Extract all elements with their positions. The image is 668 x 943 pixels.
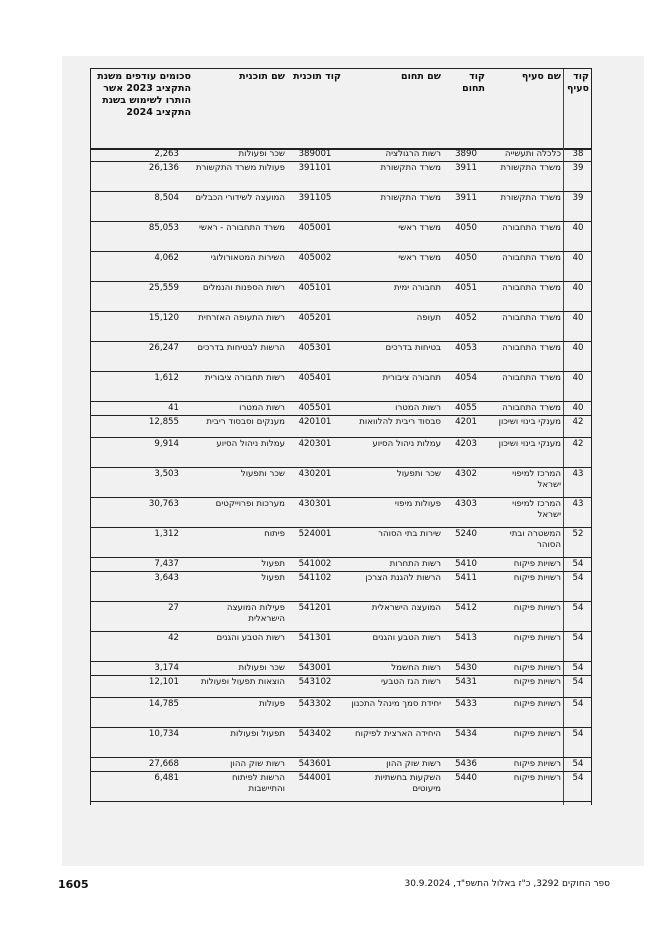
- cell-program-code: 541102: [298, 573, 332, 583]
- table-row: [91, 162, 591, 192]
- cell-program-name: פעולות משרד התקשורת: [195, 163, 285, 173]
- cell-program-name: רשות שוק ההון: [230, 759, 285, 769]
- cell-program-name: פעילות המועצה הישראלית: [226, 603, 285, 624]
- cell-domain-code: 5433: [455, 699, 477, 709]
- header-surplus-amount: סכומים עודפים משנת התקציב 2023 אשר הותרו לשימוש בשנת התקציב 2024: [97, 71, 191, 118]
- cell-program-name: הרשות לבטיחות בדרכים: [197, 343, 285, 353]
- cell-program-name: שכר ופעולות: [238, 149, 285, 159]
- table-row: [91, 772, 591, 802]
- cell-program-name: הרשות לפיתוח והתיישבות: [231, 773, 285, 794]
- page-footer: [0, 878, 668, 898]
- cell-domain-name: יחידת סמך מינהל התכנון: [351, 699, 441, 709]
- cell-program-code: 391105: [298, 193, 332, 203]
- cell-section-name: משרד התחבורה: [502, 373, 561, 383]
- cell-surplus-amount: 14,785: [148, 699, 179, 709]
- cell-program-code: 405101: [298, 283, 332, 293]
- cell-section-code: 54: [572, 773, 584, 783]
- table-row: [91, 558, 591, 572]
- cell-section-code: 42: [572, 417, 584, 427]
- cell-domain-name: המועצה הישראלית: [371, 603, 441, 613]
- cell-domain-name: שירות בתי הסוהר: [378, 529, 441, 539]
- cell-section-code: 40: [572, 313, 584, 323]
- cell-domain-code: 4054: [455, 373, 477, 383]
- cell-domain-code: 5434: [455, 729, 477, 739]
- cell-program-name: מענקים וסבסוד ריבית: [206, 417, 285, 427]
- cell-domain-code: 4050: [455, 253, 477, 263]
- header-section-name: שם סעיף: [521, 71, 561, 82]
- table-row: [91, 676, 591, 698]
- cell-domain-code: 5410: [455, 559, 477, 569]
- cell-domain-code: 5413: [455, 633, 477, 643]
- cell-program-code: 405002: [298, 253, 332, 263]
- cell-section-code: 54: [572, 573, 584, 583]
- cell-domain-code: 4051: [455, 283, 477, 293]
- table-row: [91, 632, 591, 662]
- cell-surplus-amount: 8,504: [154, 193, 179, 203]
- cell-surplus-amount: 3,643: [154, 573, 179, 583]
- publication-line: ספר החוקים 3292, כ"ז באלול התשפ"ד, 30.9.2024: [404, 879, 610, 889]
- cell-section-code: 54: [572, 759, 584, 769]
- cell-section-name: משרד התחבורה: [502, 223, 561, 233]
- table-row: [91, 758, 591, 772]
- cell-domain-name: היחידה הארצית לפיקוח: [355, 729, 441, 739]
- cell-section-name: המרכז למיפוי ישראל: [512, 499, 561, 520]
- cell-section-name: רשויות פיקוח: [513, 699, 561, 709]
- cell-domain-name: משרד התקשורת: [380, 193, 441, 203]
- cell-program-name: מערכות ופרוייקטים: [215, 499, 285, 509]
- cell-program-code: 543302: [298, 699, 332, 709]
- cell-section-code: 42: [572, 439, 584, 449]
- cell-program-name: שכר ופעולות: [238, 663, 285, 673]
- cell-section-code: 54: [572, 559, 584, 569]
- cell-program-code: 541201: [298, 603, 332, 613]
- cell-section-name: משרד התחבורה: [502, 253, 561, 263]
- cell-section-code: 54: [572, 663, 584, 673]
- cell-program-code: 405401: [298, 373, 332, 383]
- table-row: [91, 438, 591, 468]
- cell-program-name: הוצאות תפעול ופעולות: [200, 677, 285, 687]
- cell-domain-name: משרד התקשורת: [380, 163, 441, 173]
- cell-program-name: רשות המטרו: [239, 403, 285, 413]
- cell-program-code: 524001: [298, 529, 332, 539]
- table-row: [91, 342, 591, 372]
- cell-domain-name: פעולות מיפוי: [394, 499, 441, 509]
- header-program-name: שם תוכנית: [239, 71, 285, 82]
- cell-domain-name: תחבורה ציבורית: [382, 373, 441, 383]
- cell-section-code: 40: [572, 373, 584, 383]
- budget-table: [90, 68, 592, 805]
- cell-section-name: משרד התחבורה: [502, 403, 561, 413]
- table-row: [91, 728, 591, 758]
- header-domain-code: קוד תחום: [462, 71, 485, 94]
- cell-surplus-amount: 1,312: [154, 529, 179, 539]
- cell-program-name: רשות הטבע והגנים: [216, 633, 285, 643]
- cell-domain-name: תעופה: [416, 313, 441, 323]
- cell-domain-name: עמלות ניהול הסיוע: [372, 439, 441, 449]
- cell-domain-code: 4050: [455, 223, 477, 233]
- cell-section-name: המרכז למיפוי ישראל: [512, 469, 561, 490]
- cell-surplus-amount: 30,763: [148, 499, 179, 509]
- cell-section-code: 40: [572, 223, 584, 233]
- table-row: [91, 402, 591, 416]
- cell-section-code: 54: [572, 633, 584, 643]
- cell-section-name: רשויות פיקוח: [513, 573, 561, 583]
- cell-domain-code: 5440: [455, 773, 477, 783]
- cell-section-name: רשויות פיקוח: [513, 559, 561, 569]
- cell-domain-name: רשות הרגולציה: [385, 149, 441, 159]
- cell-surplus-amount: 85,053: [148, 223, 179, 233]
- cell-domain-name: תחבורה ימית: [393, 283, 441, 293]
- cell-section-name: רשויות פיקוח: [513, 729, 561, 739]
- cell-section-name: מענקי בינוי ושיכון: [498, 439, 561, 449]
- cell-section-name: המשטרה ובתי הסוהר: [509, 529, 561, 550]
- cell-program-name: שכר ותפעול: [240, 469, 285, 479]
- cell-surplus-amount: 12,101: [148, 677, 179, 687]
- cell-domain-name: רשות המטרו: [395, 403, 441, 413]
- cell-domain-code: 4052: [455, 313, 477, 323]
- header-domain-name: שם תחום: [400, 71, 441, 82]
- cell-surplus-amount: 12,855: [148, 417, 179, 427]
- cell-program-name: פעולות: [259, 699, 285, 709]
- cell-domain-code: 5436: [455, 759, 477, 769]
- cell-surplus-amount: 4,062: [154, 253, 179, 263]
- table-row: [91, 282, 591, 312]
- cell-domain-code: 3911: [455, 193, 477, 203]
- cell-domain-code: 4053: [455, 343, 477, 353]
- cell-program-name: עמלות ניהול הסיוע: [216, 439, 285, 449]
- page-number: 1605: [58, 878, 89, 891]
- cell-section-name: משרד התחבורה: [502, 343, 561, 353]
- cell-domain-name: שכר ותפעול: [396, 469, 441, 479]
- cell-program-name: פיתוח: [264, 529, 285, 539]
- cell-domain-name: הרשות להגנת הצרכן: [365, 573, 441, 583]
- cell-program-name: תפעול ופעולות: [230, 729, 285, 739]
- cell-program-name: תפעול: [261, 559, 285, 569]
- cell-section-code: 40: [572, 253, 584, 263]
- cell-surplus-amount: 1,612: [154, 373, 179, 383]
- cell-section-name: כלכלה ותעשייה: [504, 149, 561, 159]
- header-program-code: קוד תוכנית: [293, 71, 341, 82]
- cell-surplus-amount: 3,503: [154, 469, 179, 479]
- table-row: [91, 148, 591, 162]
- cell-domain-code: 4302: [455, 469, 477, 479]
- cell-program-code: 543402: [298, 729, 332, 739]
- cell-surplus-amount: 27: [168, 603, 179, 613]
- header-section-code: קוד סעיף: [567, 71, 589, 94]
- cell-domain-name: בטיחות בדרכים: [385, 343, 441, 353]
- table-row: [91, 252, 591, 282]
- table-row: [91, 698, 591, 728]
- cell-program-code: 541002: [298, 559, 332, 569]
- cell-domain-name: משרד ראשי: [398, 253, 441, 263]
- cell-domain-name: רשות החשמל: [391, 663, 441, 673]
- cell-program-code: 405001: [298, 223, 332, 233]
- cell-surplus-amount: 7,437: [154, 559, 179, 569]
- cell-surplus-amount: 26,247: [148, 343, 179, 353]
- cell-section-code: 39: [572, 163, 584, 173]
- cell-program-code: 430301: [298, 499, 332, 509]
- table-row: [91, 528, 591, 558]
- cell-domain-code: 5240: [455, 529, 477, 539]
- cell-program-code: 430201: [298, 469, 332, 479]
- cell-program-code: 541301: [298, 633, 332, 643]
- cell-surplus-amount: 25,559: [148, 283, 179, 293]
- cell-section-code: 54: [572, 729, 584, 739]
- cell-domain-code: 4303: [455, 499, 477, 509]
- cell-section-name: רשויות פיקוח: [513, 773, 561, 783]
- cell-domain-name: סבסוד ריבית להלוואות: [359, 417, 441, 427]
- cell-surplus-amount: 2,263: [154, 149, 179, 159]
- cell-program-code: 389001: [298, 149, 332, 159]
- cell-section-name: רשויות פיקוח: [513, 663, 561, 673]
- cell-section-name: מענקי בינוי ושיכון: [498, 417, 561, 427]
- cell-program-code: 543601: [298, 759, 332, 769]
- cell-program-code: 391101: [298, 163, 332, 173]
- cell-section-name: משרד התחבורה: [502, 283, 561, 293]
- cell-domain-code: 3890: [455, 149, 477, 159]
- cell-program-name: משרד התחבורה - ראשי: [198, 223, 285, 233]
- cell-program-name: רשות תחבורה ציבורית: [204, 373, 285, 383]
- cell-surplus-amount: 10,734: [148, 729, 179, 739]
- cell-domain-name: רשות התחרות: [389, 559, 441, 569]
- cell-section-name: משרד התחבורה: [502, 313, 561, 323]
- cell-section-code: 38: [572, 149, 584, 159]
- cell-section-name: רשויות פיקוח: [513, 759, 561, 769]
- table-row: [91, 662, 591, 676]
- table-row: [91, 602, 591, 632]
- cell-section-code: 40: [572, 403, 584, 413]
- cell-section-name: רשויות פיקוח: [513, 633, 561, 643]
- cell-program-name: השירות המטאורולוגי: [210, 253, 285, 263]
- table-header: [91, 69, 591, 150]
- cell-domain-name: השקעות בחשתיות מיעוטים: [374, 773, 441, 794]
- cell-domain-name: משרד ראשי: [398, 223, 441, 233]
- cell-program-name: רשות הספנות והנמלים: [202, 283, 285, 293]
- table-row: [91, 312, 591, 342]
- cell-section-name: רשויות פיקוח: [513, 603, 561, 613]
- table-row: [91, 222, 591, 252]
- cell-program-name: המועצה לשידורי הכבלים: [195, 193, 285, 203]
- cell-program-name: רשות התעופה האזרחית: [198, 313, 285, 323]
- cell-program-code: 405201: [298, 313, 332, 323]
- table-row: [91, 416, 591, 438]
- cell-domain-code: 4201: [455, 417, 477, 427]
- cell-domain-code: 5411: [455, 573, 477, 583]
- table-row: [91, 572, 591, 602]
- cell-surplus-amount: 42: [168, 633, 179, 643]
- cell-domain-name: רשות הטבע והגנים: [372, 633, 441, 643]
- table-row: [91, 372, 591, 402]
- cell-domain-name: רשות שוק ההון: [386, 759, 441, 769]
- cell-program-code: 543102: [298, 677, 332, 687]
- cell-domain-code: 3911: [455, 163, 477, 173]
- cell-domain-code: 5430: [455, 663, 477, 673]
- cell-surplus-amount: 3,174: [154, 663, 179, 673]
- table-row: [91, 498, 591, 528]
- cell-program-name: תפעול: [261, 573, 285, 583]
- cell-surplus-amount: 9,914: [154, 439, 179, 449]
- cell-section-code: 43: [572, 499, 584, 509]
- cell-section-code: 39: [572, 193, 584, 203]
- cell-section-code: 54: [572, 699, 584, 709]
- cell-surplus-amount: 6,481: [154, 773, 179, 783]
- cell-section-code: 43: [572, 469, 584, 479]
- cell-program-code: 544001: [298, 773, 332, 783]
- cell-domain-code: 4203: [455, 439, 477, 449]
- cell-section-code: 54: [572, 603, 584, 613]
- table-row: [91, 468, 591, 498]
- cell-program-code: 543001: [298, 663, 332, 673]
- cell-surplus-amount: 15,120: [148, 313, 179, 323]
- cell-program-code: 405501: [298, 403, 332, 413]
- cell-section-code: 40: [572, 343, 584, 353]
- cell-surplus-amount: 41: [168, 403, 179, 413]
- cell-section-name: משרד התקשורת: [500, 163, 561, 173]
- cell-surplus-amount: 27,668: [148, 759, 179, 769]
- cell-section-name: רשויות פיקוח: [513, 677, 561, 687]
- cell-program-code: 405301: [298, 343, 332, 353]
- cell-section-name: משרד התקשורת: [500, 193, 561, 203]
- cell-section-code: 40: [572, 283, 584, 293]
- cell-domain-code: 5412: [455, 603, 477, 613]
- table-row: [91, 192, 591, 222]
- cell-program-code: 420301: [298, 439, 332, 449]
- cell-program-code: 420101: [298, 417, 332, 427]
- cell-domain-code: 5431: [455, 677, 477, 687]
- cell-section-code: 52: [572, 529, 584, 539]
- cell-domain-code: 4055: [455, 403, 477, 413]
- cell-surplus-amount: 26,136: [148, 163, 179, 173]
- cell-domain-name: רשות הגז הטבעי: [381, 677, 441, 687]
- cell-section-code: 54: [572, 677, 584, 687]
